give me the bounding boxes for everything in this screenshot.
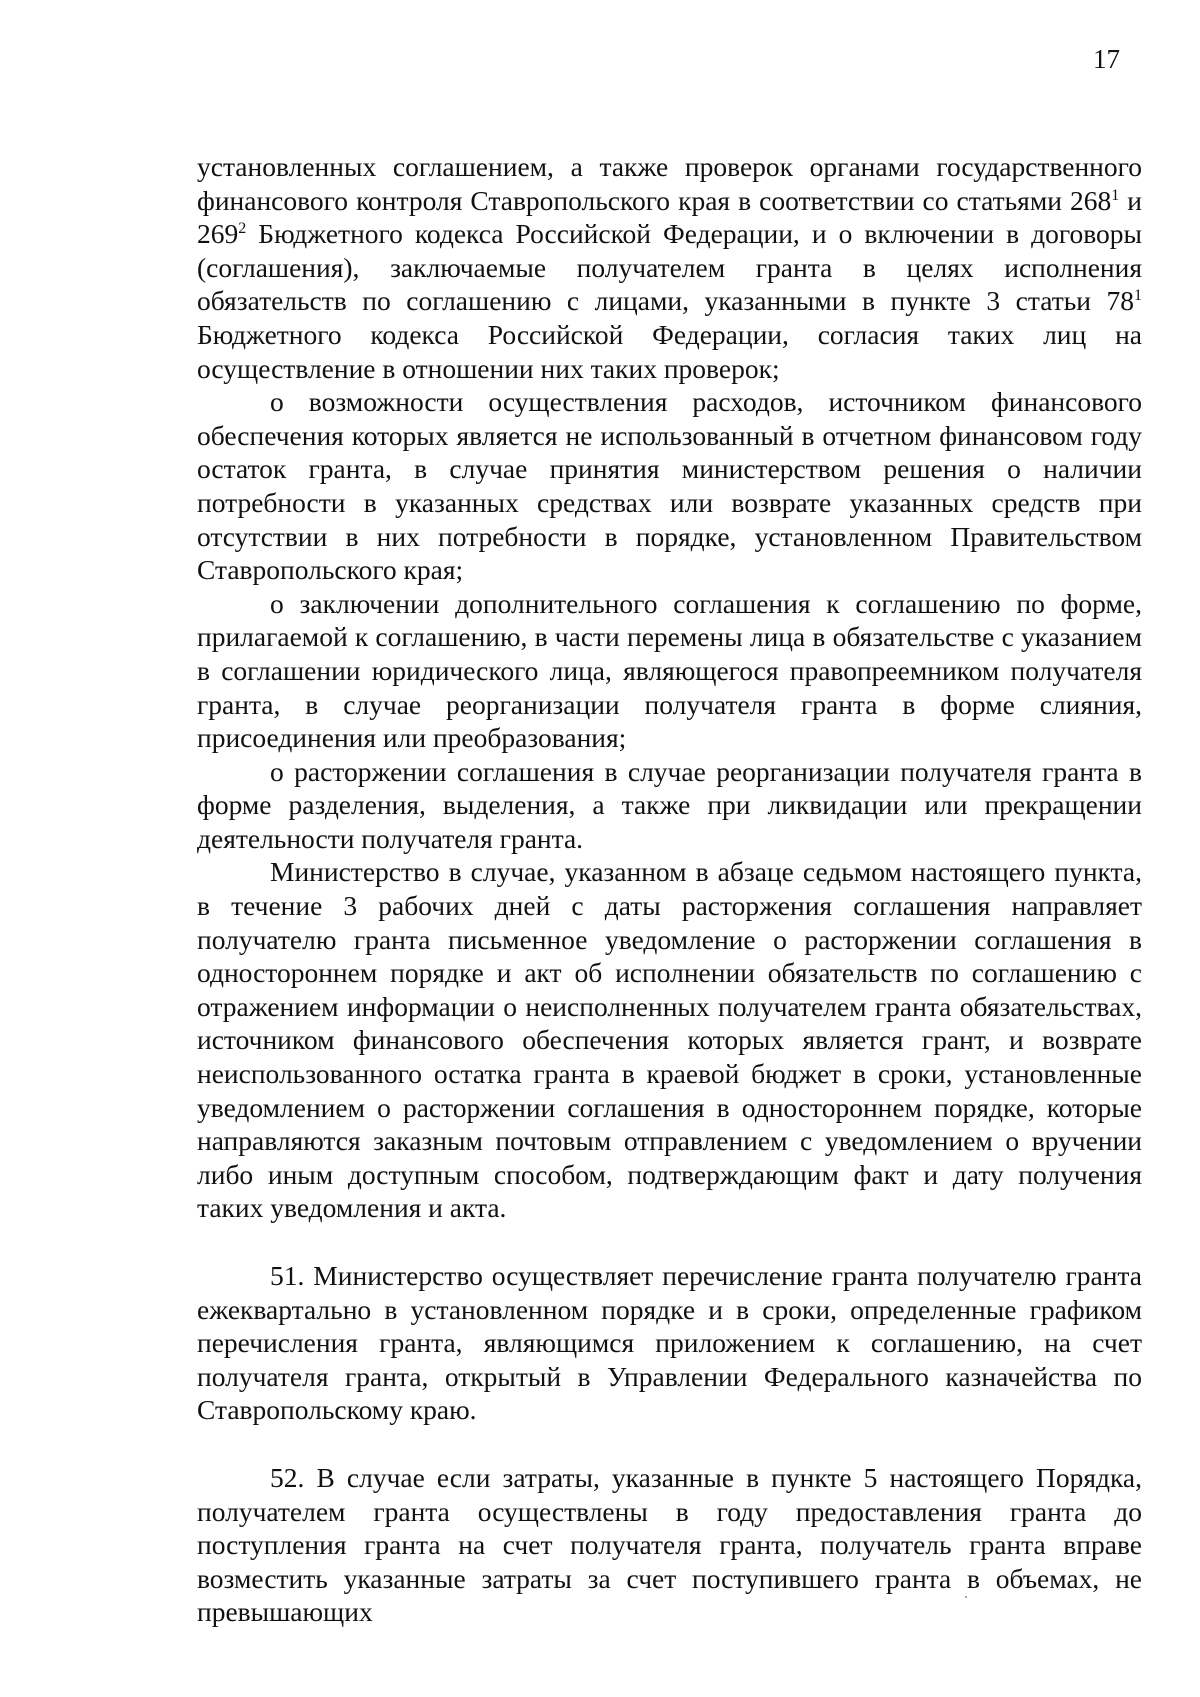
paragraph-unused-balance: о возможности осуществления расходов, источником финансового обеспечения которых является не использованный в отчетном финансовом году остаток гранта, в случае принятия министерством решения о наличии потребности в указанных средствах или возврате указанных средств при отсутствии в них потребности в порядке, установленном Правительством Ставропольского края; (197, 386, 1142, 586)
paragraph-termination: о расторжении соглашения в случае реорганизации получателя гранта в форме разделения, выделения, а также при ликвидации или прекращении деятельности получателя гранта. (197, 755, 1142, 854)
page-number: 17 (1093, 44, 1120, 74)
paragraph-inspections (197, 150, 1142, 385)
text-fragment: и 269 (197, 184, 1142, 250)
superscript: 1 (1111, 186, 1120, 204)
superscript: 1 (1134, 287, 1142, 305)
text-fragment: Бюджетного кодекса Российской Федерации, и о включении в договоры (соглашения), заключаемые получателем гранта в целях исполнения обязательств по соглашению с лицами, указанными в пункте 3 статьи 78 (197, 218, 1142, 317)
superscript: 2 (238, 220, 247, 238)
scan-speck (965, 1596, 967, 1598)
paragraph-item-51: 51. Министерство осуществляет перечисление гранта получателю гранта ежеквартально в установленном порядке и в сроки, определенные графиком перечисления гранта, являющимся приложением к соглашению, на счет получателя гранта, открытый в Управлении Федерального казначейства по Ставропольскому краю. (197, 1260, 1142, 1426)
document-body (197, 150, 1142, 1629)
paragraph-additional-agreement: о заключении дополнительного соглашения к соглашению по форме, прилагаемой к соглашению, в части перемены лица в обязательстве с указанием в соглашении юридического лица, являющегося правопреемником получателя гранта, в случае реорганизации получателя гранта в форме слияния, присоединения или преобразования; (197, 587, 1142, 754)
paragraph-item-52: 52. В случае если затраты, указанные в пункте 5 настоящего Порядка, получателем гранта осуществлены в году предоставления гранта до поступления гранта на счет получателя гранта, получатель гранта вправе возместить указанные затраты за счет поступившего гранта в объемах, не превышающих (197, 1461, 1142, 1628)
text-fragment: установленных соглашением, а также проверок органами государственного финансового контроля Ставропольского края в соответствии со статьями 268 (197, 151, 1142, 216)
paragraph-ministry-notice: Министерство в случае, указанном в абзаце седьмом настоящего пункта, в течение 3 рабочих дней с даты расторжения соглашения направляет получателю гранта письменное уведомление о расторжении соглашения в одностороннем порядке и акт об исполнении обязательств по соглашению с отражением информации о неисполненных получателем гранта обязательствах, источником финансового обеспечения которых является грант, и возврате неиспользованного остатка гранта в краевой бюджет в сроки, установленные уведомлением о расторжении соглашения в одностороннем порядке, которые направляются заказным почтовым отправлением с уведомлением о вручении либо иным доступным способом, подтверждающим факт и дату получения таких уведомления и акта. (197, 856, 1142, 1224)
text-fragment: Бюджетного кодекса Российской Федерации, согласия таких лиц на осуществление в отношении них таких проверок; (197, 318, 1142, 384)
